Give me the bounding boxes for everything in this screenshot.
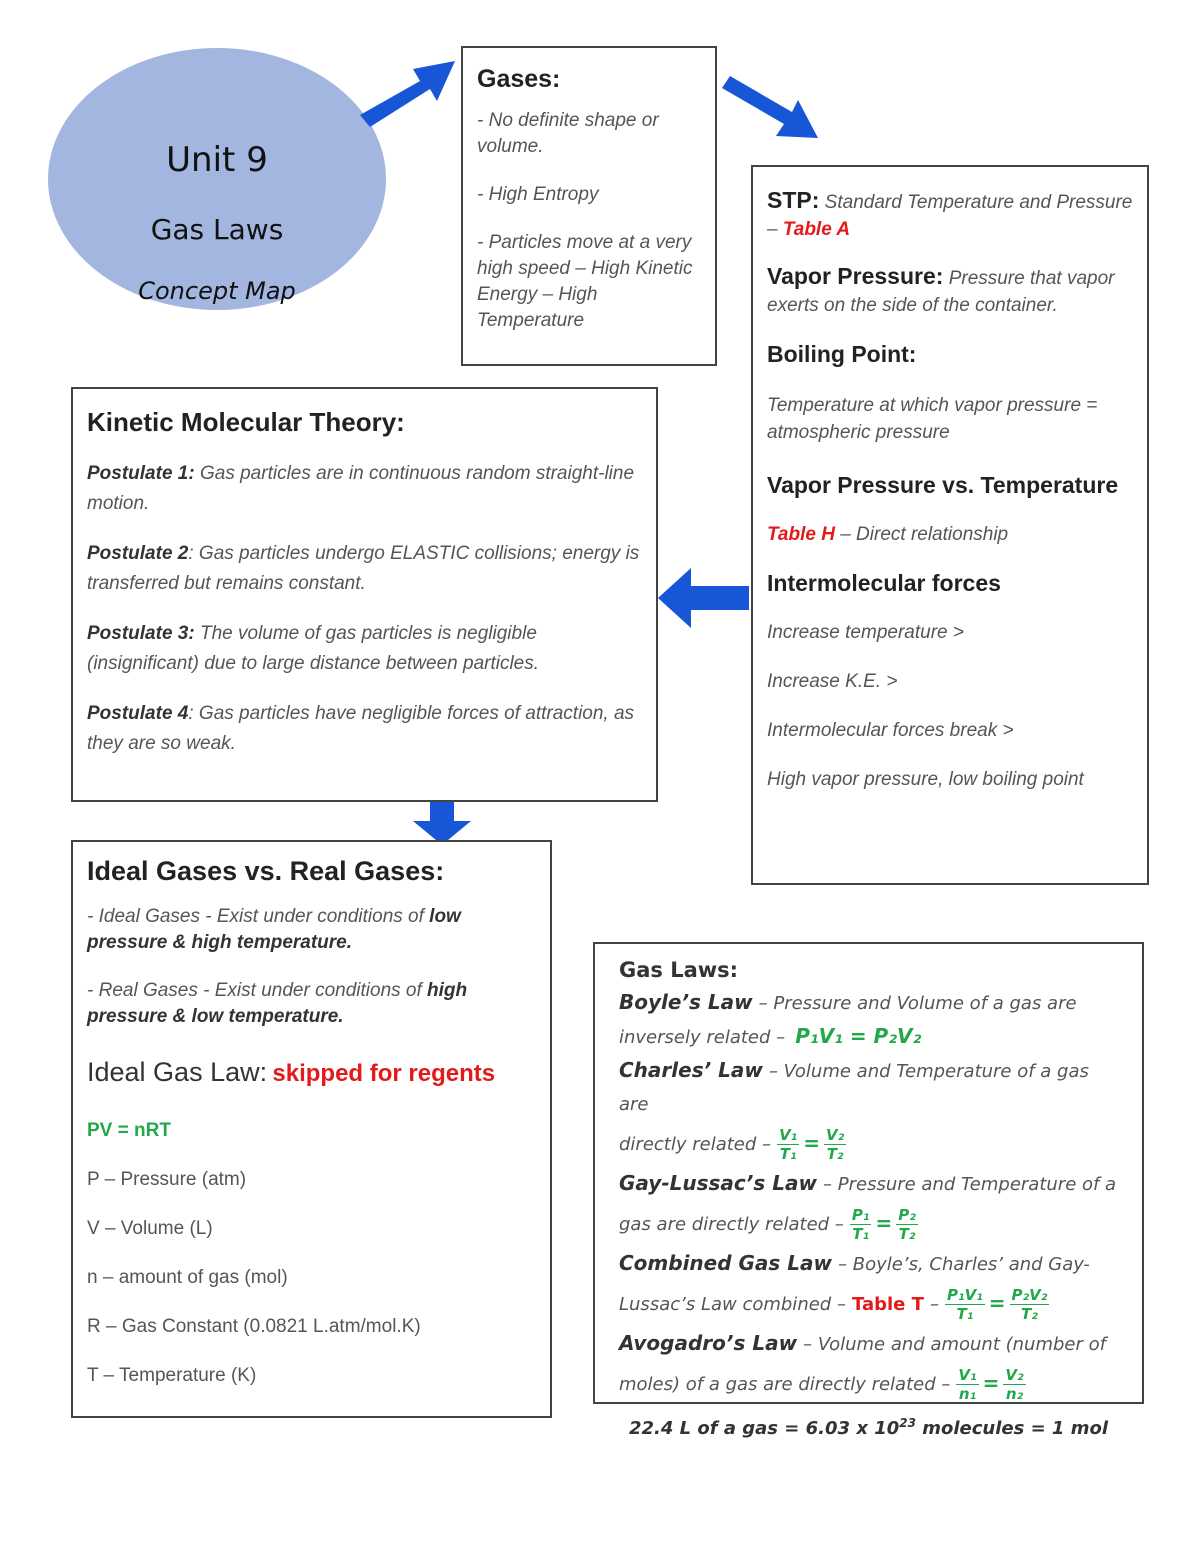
var-item: R – Gas Constant (0.0821 L.atm/mol.K)	[87, 1316, 421, 1337]
real-gases-text: - Real Gases - Exist under conditions of	[87, 980, 422, 1001]
charles-law-desc: directly related –	[619, 1134, 772, 1155]
imf-item: Increase K.E. >	[767, 671, 898, 692]
gay-lussac-fraction-right: $\frac{\text{P₂}}{\text{T₂}}$	[898, 1206, 916, 1243]
postulate-2	[87, 539, 642, 599]
vp-vs-temp-text: – Direct relationship	[840, 524, 1009, 545]
gases-item: - Particles move at a very high speed – High Kinetic Energy – High Temperature	[477, 232, 693, 331]
var-item: V – Volume (L)	[87, 1218, 213, 1239]
imf-item: High vapor pressure, low boiling point	[767, 769, 1084, 790]
title-ellipse	[48, 48, 386, 310]
gases-item: - No definite shape or volume.	[477, 110, 659, 157]
topic-title: Gas Laws	[150, 213, 284, 246]
boyle-law-desc: inversely related –	[619, 1027, 786, 1048]
ideal-gas-formula: PV = nRT	[87, 1120, 171, 1141]
postulate-1	[87, 459, 642, 519]
postulate-text: Gas particles are in continuous random straight-line motion.	[87, 463, 635, 514]
postulate-4	[87, 699, 642, 759]
charles-law-name: Charles’ Law	[619, 1058, 763, 1082]
gay-lussac-law-name: Gay-Lussac’s Law	[619, 1171, 817, 1195]
avogadro-fraction-left: $\frac{\text{V₁}}{\text{n₁}}$	[958, 1366, 977, 1403]
molar-volume-line: 22.4 L of a gas = 6.03 x $10^{23}$ molecules = 1 mol	[628, 1416, 1109, 1439]
arrow-title-to-gases	[355, 55, 460, 135]
subtitle: Concept Map	[138, 277, 296, 305]
stp-table: Table A	[782, 219, 851, 240]
arrow-stp-to-kmt	[655, 566, 750, 630]
kmt-heading: Kinetic Molecular Theory:	[87, 407, 405, 437]
arrow-gases-to-stp	[722, 68, 822, 143]
boyle-law-desc: – Pressure and Volume of a gas are	[758, 993, 1077, 1014]
avogadro-law-name: Avogadro’s Law	[619, 1331, 798, 1355]
skipped-note: skipped for regents	[272, 1060, 496, 1087]
postulate-3	[87, 619, 642, 679]
imf-item: Intermolecular forces break >	[767, 720, 1014, 741]
stp-box	[751, 165, 1149, 885]
postulate-label: Postulate 3:	[87, 623, 195, 644]
charles-fraction-left: $\frac{\text{V₁}}{\text{T₁}}$	[779, 1126, 798, 1163]
var-item: n – amount of gas (mol)	[87, 1267, 288, 1288]
vapor-pressure-label: Vapor Pressure:	[767, 263, 944, 289]
ideal-real-heading: Ideal Gases vs. Real Gases:	[87, 856, 445, 886]
ideal-real-box	[71, 840, 552, 1418]
stp-label: STP:	[767, 187, 820, 213]
postulate-label: Postulate 4	[87, 703, 189, 724]
combined-fraction-left: $\frac{\text{P₁V₁}}{\text{T₁}}$	[947, 1286, 983, 1323]
imf-item: Increase temperature >	[767, 622, 964, 643]
ideal-gas-law-heading: Ideal Gas Law:	[87, 1057, 268, 1087]
gay-lussac-fraction-left: $\frac{\text{P₁}}{\text{T₁}}$	[851, 1206, 870, 1243]
var-item: P – Pressure (atm)	[87, 1169, 247, 1190]
combined-law-desc: Lussac’s Law combined –	[619, 1294, 846, 1315]
postulate-text: The volume of gas particles is negligible (insignificant) due to large distance between particles.	[87, 623, 540, 674]
combined-law-name: Combined Gas Law	[619, 1251, 833, 1275]
gay-lussac-law-desc: gas are directly related –	[619, 1214, 844, 1235]
var-item: T – Temperature (K)	[87, 1365, 257, 1386]
boyle-law-name: Boyle’s Law	[619, 990, 753, 1014]
combined-table: Table T	[852, 1294, 924, 1315]
boyle-formula: P₁V₁ = P₂V₂	[795, 1024, 922, 1048]
arrow-kmt-to-ideal	[411, 799, 473, 845]
real-gases-conditions: high pressure & low temperature.	[87, 980, 468, 1027]
gases-item: - High Entropy	[477, 184, 599, 205]
charles-law-desc: – Volume and Temperature of a gas are	[619, 1061, 1089, 1115]
postulate-text: : Gas particles have negligible forces of attraction, as they are so weak.	[87, 703, 635, 754]
ideal-gases-text: - Ideal Gases - Exist under conditions of	[87, 906, 424, 927]
ideal-gases-conditions: low pressure & high temperature.	[87, 906, 461, 953]
gay-lussac-law-desc: – Pressure and Temperature of a	[823, 1174, 1117, 1195]
vapor-pressure-text: Pressure that vapor exerts on the side of the container.	[767, 268, 1115, 316]
postulate-text: : Gas particles undergo ELASTIC collisions; energy is transferred but remains constant.	[87, 543, 640, 594]
gases-box	[461, 46, 717, 366]
vp-vs-temp-table: Table H	[767, 524, 835, 545]
boiling-point-text: Temperature at which vapor pressure = atmospheric pressure	[767, 395, 1098, 443]
avogadro-law-desc: moles) of a gas are directly related –	[619, 1374, 951, 1395]
gas-laws-heading: Gas Laws:	[619, 958, 739, 982]
gases-heading: Gases:	[477, 65, 561, 93]
combined-law-desc: – Boyle’s, Charles’ and Gay-	[838, 1254, 1090, 1275]
unit-title: Unit 9	[166, 140, 268, 180]
combined-fraction-right: $\frac{\text{P₂V₂}}{\text{T₂}}$	[1011, 1286, 1048, 1323]
postulate-label: Postulate 2	[87, 543, 189, 564]
avogadro-fraction-right: $\frac{\text{V₂}}{\text{n₂}}$	[1005, 1366, 1024, 1403]
charles-fraction-right: $\frac{\text{V₂}}{\text{T₂}}$	[826, 1126, 845, 1163]
postulate-label: Postulate 1:	[87, 463, 195, 484]
vp-vs-temp-label: Vapor Pressure vs. Temperature	[767, 472, 1119, 498]
boiling-point-label: Boiling Point:	[767, 341, 917, 367]
gas-laws-box: Gas Laws: Boyle’s Law – Pressure and Volume of a gas are inversely related – P₁V₁ = P₂V₂ Charles’ Law – Volume and Temperature of a gas are directly related – $\frac{\text{V₁}}{\text{T₁}}$ = $\frac{\text{V₂}}{\text{T₂}}$ Gay-Lussac’s Law – Pressure and Temperature of a gas are directly related – $\frac{\text{P₁}}{\text{T₁}}$ = $\frac{\text{P₂}}{\text{T₂}}$ Combined Gas Law – Boyle’s, Charles’ and Gay- Lussac’s Law combined – Table T – $\frac{\text{P₁V₁}}{\text{T₁}}$ = $\frac{\text{P₂V₂}}{\text{T₂}}$ Avogadro’s Law – Volume and amount (number of moles) of a gas are directly related – $\frac{\text{V₁}}{\text{n₁}}$ = $\frac{\text{V₂}}{\text{n₂}}$ 22.4 L of a gas = 6.03 x $10^{23}$ molecules = 1 mol	[593, 942, 1144, 1404]
avogadro-law-desc: – Volume and amount (number of	[803, 1334, 1106, 1355]
imf-label: Intermolecular forces	[767, 570, 1001, 596]
stp-text: Standard Temperature and Pressure –	[767, 192, 1133, 240]
kmt-box	[71, 387, 658, 802]
